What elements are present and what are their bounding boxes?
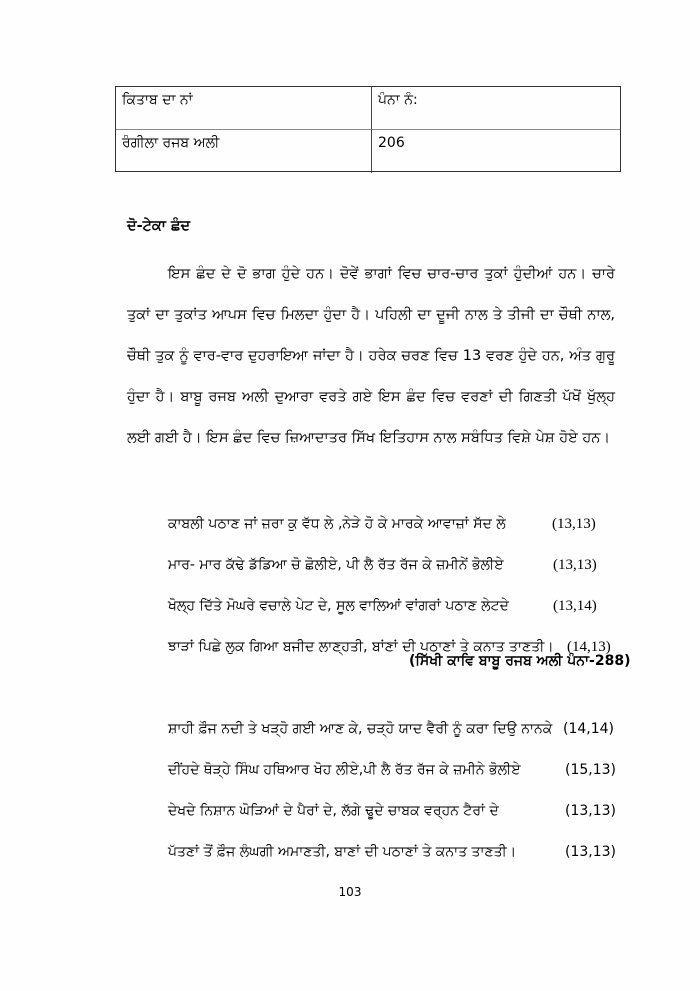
verse-meter-tag: (15,13): [565, 762, 617, 778]
verse-meter-tag: (13,14): [553, 598, 597, 614]
verse-meter-tag: (13,13): [565, 803, 617, 819]
verse-meter-tag: (13,13): [565, 844, 617, 860]
section-heading: ਦੋ-ਟੇਕਾ ਛੰਦ: [127, 218, 191, 234]
verse-meter-tag: (13,13): [553, 557, 597, 573]
body-paragraph: ਇਸ ਛੰਦ ਦੇ ਦੋ ਭਾਗ ਹੁੰਦੇ ਹਨ। ਦੋਵੇਂ ਭਾਗਾਂ ਵਿਚ ਚਾਰ-ਚਾਰ ਤੁਕਾਂ ਹੁੰਦੀਆਂ ਹਨ। ਚਾਰੇ ਤੁਕਾਂ ਦਾ ਤੁਕਾਂਤ ਆਪਸ ਵਿਚ ਮਿਲਦਾ ਹੁੰਦਾ ਹੈ। ਪਹਿਲੀ ਦਾ ਦੂਜੀ ਨਾਲ ਤੇ ਤੀਜੀ ਦਾ ਚੌਥੀ ਨਾਲ, ਚੌਥੀ ਤੁਕ ਨੂੰ ਵਾਰ-ਵਾਰ ਦੁਹਰਾਇਆ ਜਾਂਦਾ ਹੈ। ਹਰੇਕ ਚਰਣ ਵਿਚ 13 ਵਰਣ ਹੁੰਦੇ ਹਨ, ਅੰਤ ਗੁਰੂ ਹੁੰਦਾ ਹੈ। ਬਾਬੂ ਰਜਬ ਅਲੀ ਦੁਆਰਾ ਵਰਤੇ ਗਏ ਇਸ ਛੰਦ ਵਿਚ ਵਰਣਾਂ ਦੀ ਗਿਣਤੀ ਪੱਖੋਂ ਖੁੱਲ੍ਹ ਲਈ ਗਈ ਹੈ। ਇਸ ਛੰਦ ਵਿਚ ਜ਼ਿਆਦਾਤਰ ਸਿੱਖ ਇਤਿਹਾਸ ਨਾਲ ਸਬੰਧਿਤ ਵਿਸ਼ੇ ਪੇਸ਼ ਹੋਏ ਹਨ।: [127, 266, 615, 446]
book-info-table: [115, 86, 621, 172]
verse-line: ਝਾੜਾਂ ਪਿਛੇ ਲੁਕ ਗਿਆ ਬਜੀਦ ਲਾਣ੍ਹਤੀ, ਬਾਂਣਾਂ ਦੀ ਪਠਾਣਾਂ ਤੇ ਕਨਾਤ ਤਾਣਤੀ।: [168, 639, 554, 655]
verse-line: ਸ਼ਾਹੀ ਫ਼ੌਜ ਨਦੀ ਤੇ ਖੜ੍ਹੋ ਗਈ ਆਣ ਕੇ, ਚੜ੍ਹੋ ਯਾਦ ਵੈਰੀ ਨੂੰ ਕਰਾ ਦਿਉ ਨਾਨਕੇ: [168, 721, 553, 737]
verse-meter-tag: (13,13): [552, 516, 596, 532]
verse-line: ਕਾਬਲੀ ਪਠਾਣ ਜਾਂ ਜ਼ਰਾ ਕੁ ਵੱਧ ਲੇ ,ਨੇੜੇ ਹੋ ਕੇ ਮਾਰਕੇ ਆਵਾਜ਼ਾਂ ਸੱਦ ਲੇ: [168, 516, 506, 532]
table-header-book-name: ਕਿਤਾਬ ਦਾ ਨਾਂ: [116, 87, 372, 130]
verse-meter-tag: (14,13): [567, 639, 611, 655]
verse-line: ਦੇਖਦੇ ਨਿਸ਼ਾਨ ਘੋੜਿਆਂ ਦੇ ਪੈਰਾਂ ਦੇ, ਲੱਗੇ ਢੂਦੇ ਚਾਬਕ ਵਰ੍ਹਨ ਟੈਰਾਂ ਦੇ: [168, 803, 499, 819]
verse-attribution: (ਸਿੱਖੀ ਕਾਵਿ ਬਾਬੂ ਰਜਬ ਅਲੀ ਪੰਨਾ-288): [409, 653, 631, 669]
page-number: 103: [338, 885, 362, 899]
verse-line: ਮਾਰ- ਮਾਰ ਕੱਢੇ ਡੱਡਿਆ ਚੋ ਛੋਲੀਏ, ਪੀ ਲੈ ਰੱਤ ਰੱਜ ਕੇ ਜ਼ਮੀਨੇਂ ਭੋਲੀਏ: [168, 557, 504, 573]
verse-meter-tag: (14,14): [563, 721, 615, 737]
verse-line: ਦੀਂਹਦੇ ਥੋੜ੍ਹੇ ਸਿੰਘ ਹਥਿਆਰ ਖੋਹ ਲੀਏ,ਪੀ ਲੈ ਰੱਤ ਰੱਜ ਕੇ ਜ਼ਮੀਨੇ ਭੋਲੀਏ: [168, 762, 521, 778]
table-cell-book-name: ਰੰਗੀਲਾ ਰਜਬ ਅਲੀ: [116, 130, 372, 173]
table-cell-page-number: 206: [378, 135, 405, 151]
verse-line: ਖੋਲ੍ਹ ਦਿੱਤੇ ਮੋਘਰੇ ਵਚਾਲੇ ਪੇਟ ਦੇ, ਸੂਲ ਵਾਲਿਆਂ ਵਾਂਗਰਾਂ ਪਠਾਣ ਲੇਟਦੇ: [168, 598, 509, 614]
table-header-page-number: ਪੰਨਾ ਨੰ:: [372, 87, 620, 130]
verse-line: ਪੱਤਣਾਂ ਤੋਂ ਫ਼ੌਜ ਲੰਘਗੀ ਅਮਾਣਤੀ, ਬਾਣਾਂ ਦੀ ਪਠਾਣਾਂ ਤੇ ਕਨਾਤ ਤਾਣਤੀ।: [168, 844, 517, 860]
